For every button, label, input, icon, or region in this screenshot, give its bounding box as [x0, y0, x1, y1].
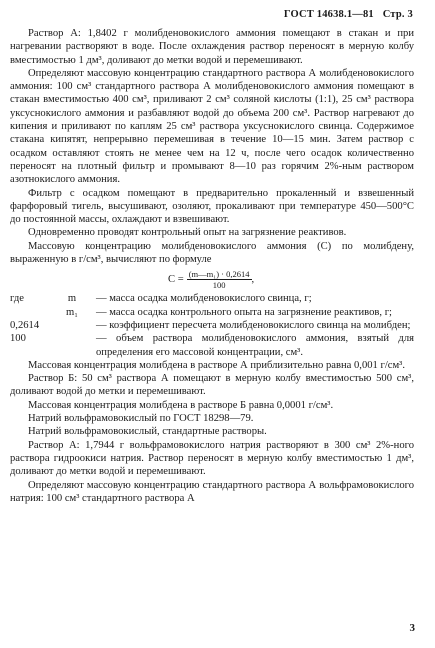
definition-symbol: m₁: [66, 306, 78, 318]
paragraph-control: Одновременно проводят контрольный опыт на загрязнение реактивов.: [28, 227, 347, 239]
formula: [168, 267, 414, 291]
page-header: [278, 8, 413, 21]
paragraph-tungstate-determination: Определяют массовую концентрацию стандартного раствора А вольфрамовокислого натрия: 100 см³ стандартного раствора А: [10, 479, 414, 504]
definition-prefix: 0,2614: [10, 319, 40, 331]
formula-numerator: (m—m₁) · 0,2614: [188, 268, 250, 279]
paragraph-solution-a: Раствор А: 1,8402 г молибденовокислого аммония помещают в стакан и при нагревании растворяют в воде. После охлаждения раствор переносят в мерную колбу вместимостью 1 дм³, доливают до метки водой и перемешивают.: [10, 28, 414, 66]
document-body: [10, 27, 414, 505]
formula-fraction: [187, 269, 252, 290]
formula-end: ,: [251, 273, 255, 285]
definition-text: — объем раствора молибденовокислого аммония, взятый для определения его массовой концентрации, см³.: [96, 333, 414, 358]
definition-prefix: где: [10, 293, 24, 305]
paragraph-tungstate-gost: Натрий вольфрамовокислый по ГОСТ 18298—79.: [28, 413, 254, 425]
definition-symbol: [48, 319, 96, 332]
paragraph-mo-concentration-a: Массовая концентрация молибдена в растворе А приблизительно равна 0,001 г/см³.: [28, 359, 406, 371]
page-number: 3: [409, 622, 415, 634]
formula-lhs: C =: [168, 273, 184, 285]
definition-symbol: m: [67, 293, 77, 305]
paragraph-tungstate-solution-a: Раствор А: 1,7944 г вольфрамовокислого натрия растворяют в 300 см³ 2%-ного раствора гидроокиси натрия. Раствор переносят в мерную колбу вместимостью 1 дм³, доливают до метки водой и перемешивают.: [10, 439, 414, 478]
paragraph-solution-b: Раствор Б: 50 см³ раствора А помещают в мерную колбу вместимостью 500 см³, доливают водой до метки и перемешивают.: [10, 373, 414, 398]
definition-prefix: [10, 306, 48, 319]
paragraph-filter: Фильтр с осадком помещают в предварительно прокаленный и взвешенный фарфоровый тигель, высушивают, озоляют, прокаливают при температуре 450—500°С до постоянной массы, охлаждают и взвешивают.: [10, 187, 414, 226]
definition-symbol: [48, 332, 96, 359]
page-label: Стр. 3: [382, 9, 413, 20]
definition-text: — коэффициент пересчета молибденовокислого свинца на молибден;: [96, 319, 411, 331]
paragraph-tungstate-standards: Натрий вольфрамовокислый, стандартные растворы.: [28, 426, 267, 438]
definition-text: — масса осадка молибденовокислого свинца, г;: [96, 293, 312, 305]
paragraph-mo-concentration-b: Массовая концентрация молибдена в растворе Б равна 0,0001 г/см³.: [28, 399, 334, 411]
definitions-list: [10, 292, 414, 358]
formula-denominator: 100: [212, 279, 226, 290]
paragraph-determination: Определяют массовую концентрацию стандартного раствора А молибденовокислого аммония: 100 см³ стандартного раствора А молибденовокислого аммония помещают в стакан вместимостью 400 см³, приливают 2 см³ соляной кислоты (1:1), 25 см³ раствора уксуснокислого аммония и разбавляют водой до объема 200 см³. Раствор нагревают до кипения и приливают по каплям 25 см³ раствора уксуснокислого свинца. Содержимое стакана кипятят, непрерывно перемешивая в течение 10—15 мин. Затем раствор с осадком оставляют стоять не менее чем на 12 ч, после чего осадок количественно переносят на плотный фильтр и промывают 8—10 раз горячим 2%-ным раствором азотнокислого аммония.: [10, 67, 414, 186]
definition-prefix: 100: [10, 333, 26, 345]
definition-text: — масса осадка контрольного опыта на загрязнение реактивов, г;: [96, 306, 392, 318]
paragraph-concentration: Массовую концентрацию молибденовокислого аммония (C) по молибдену, выраженную в г/см³, вычисляют по формуле: [10, 240, 414, 266]
standard-number: ГОСТ 14638.1—81: [283, 9, 374, 20]
